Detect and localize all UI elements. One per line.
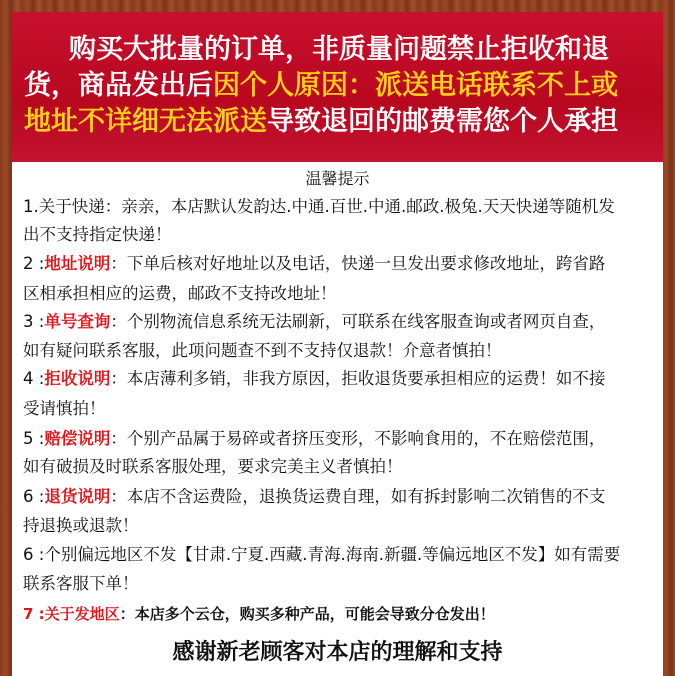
notice-line <box>23 195 663 219</box>
notice-text: ：个别物流信息系统无法刷新，可联系在线客服查询或者网页自查， <box>110 312 606 331</box>
notice-text: 受请慎拍！ <box>23 399 106 418</box>
notice-text: ：本店薄利多销，非我方原因，拒收退货要承担相应的运费！如不接 <box>110 369 606 388</box>
notice-text: 如有疑问联系客服，此项问题查不到不支持仅退款！介意者慎拍！ <box>23 341 502 360</box>
notice-number: 6 : <box>23 545 45 564</box>
banner-line-1 <box>69 32 663 68</box>
notice-line <box>23 602 663 626</box>
warning-banner <box>12 12 663 162</box>
notice-text: 区相承担相应的运费，邮政不支持改地址！ <box>23 284 337 303</box>
notice-text: 出不支持指定快递！ <box>23 225 172 244</box>
notice-number: 5 : <box>23 429 45 448</box>
notice-line <box>23 485 663 509</box>
notice-title: 温馨提示 <box>305 169 370 188</box>
notice-label: 单号查询 <box>44 312 111 331</box>
notice-text: 个别偏远地区不发【甘肃.宁夏.西藏.青海.海南.新疆.等偏远地区不发】如有需要 <box>44 545 621 564</box>
notice-text: ：下单后核对好地址以及电话，快递一旦发出要求修改地址，跨省路 <box>110 254 606 273</box>
banner-highlight: 因个人原因：派送电话联系不上或 <box>213 70 618 101</box>
notice-line <box>23 339 663 363</box>
notice-line <box>23 514 663 538</box>
banner-text: 导致退回的邮费需您个人承担 <box>267 106 618 137</box>
notice-line <box>23 397 663 421</box>
notice-number: 6 : <box>23 487 45 506</box>
notice-text: 如有破损及时联系客服处理，要求完美主义者慎拍！ <box>23 457 403 476</box>
notice-number: 4 : <box>23 369 45 388</box>
notice-text: 关于快递：亲亲，本店默认发韵达.中通.百世.中通.邮政.极兔.天天快递等随机发 <box>38 197 615 216</box>
notice-line <box>23 282 663 306</box>
notice-text: ：个别产品属于易碎或者挤压变形，不影响食用的，不在赔偿范围， <box>110 429 606 448</box>
notice-line <box>23 252 663 276</box>
notice-number: 2 : <box>23 254 45 273</box>
notice-text: 持退换或退款！ <box>23 516 139 535</box>
notice-line <box>23 572 663 596</box>
notice-line <box>23 223 663 247</box>
notice-label: 赔偿说明 <box>44 429 111 448</box>
notice-number: 3 : <box>23 312 45 331</box>
notice-card <box>12 12 663 676</box>
banner-line-2 <box>24 68 663 104</box>
notice-line <box>23 367 663 391</box>
notice-line <box>23 427 663 451</box>
notice-number: 7 : <box>23 605 45 623</box>
banner-highlight: 地址不详细无法派送 <box>24 106 267 137</box>
notice-label: 关于发地区 <box>44 605 120 623</box>
banner-text: 货，商品发出后 <box>24 70 213 101</box>
closing-message: 感谢新老顾客对本店的理解和支持 <box>172 640 503 665</box>
notice-number: 1. <box>23 197 39 216</box>
notice-label: 地址说明 <box>44 254 111 273</box>
notice-label: 退货说明 <box>44 487 111 506</box>
notice-line <box>23 310 663 334</box>
notice-label: 拒收说明 <box>44 369 111 388</box>
notice-text: ：本店不含运费险，退换货运费自理，如有拆封影响二次销售的不支 <box>110 487 606 506</box>
notice-text: ：本店多个云仓，购买多种产品，可能会导致分仓发出！ <box>119 605 495 623</box>
notice-line <box>23 455 663 479</box>
banner-line-3 <box>24 104 663 140</box>
notice-line <box>23 543 663 567</box>
banner-text: 购买大批量的订单，非质量问题禁止拒收和退 <box>69 34 609 65</box>
notice-text: 联系客服下单！ <box>23 574 139 593</box>
